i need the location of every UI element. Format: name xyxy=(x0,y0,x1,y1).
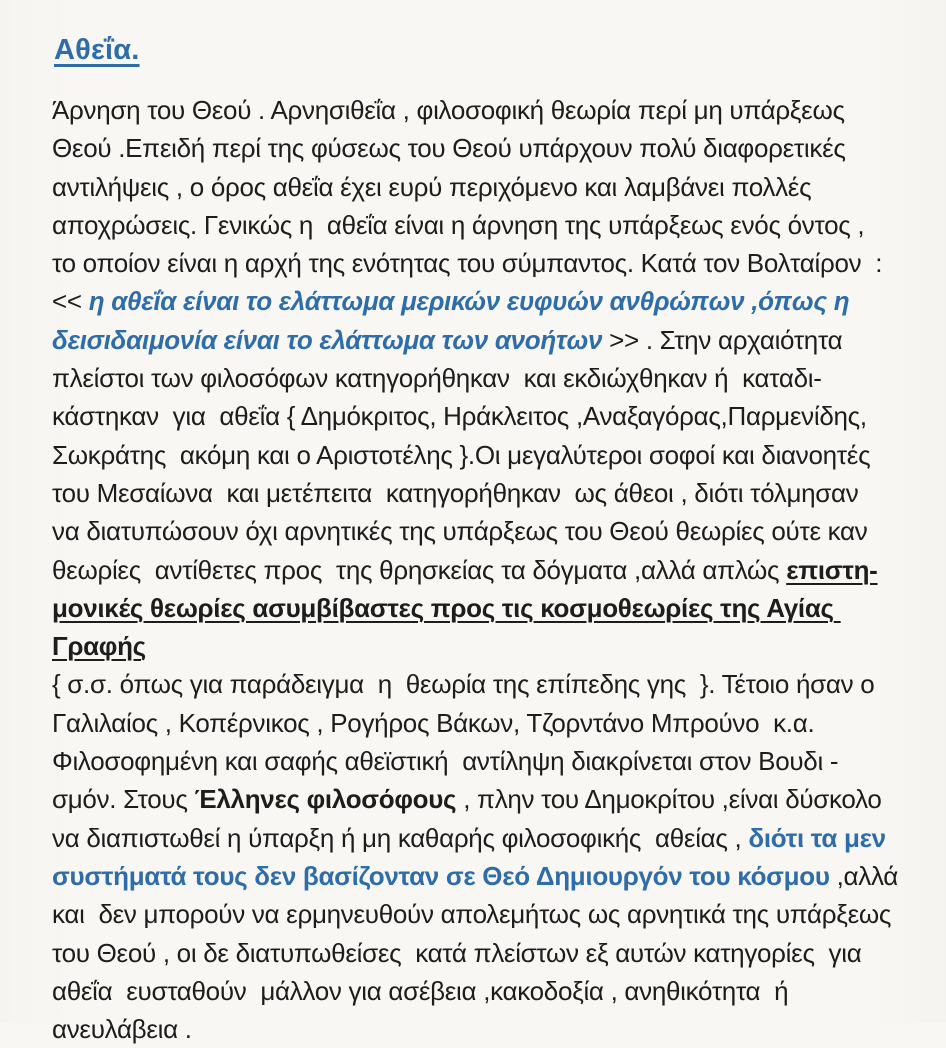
text-segment: του Μεσαίωνα και μετέπειτα κατηγορήθηκαν ως άθεοι , διότι τόλμησαν xyxy=(52,477,859,508)
text-line xyxy=(52,91,924,129)
text-line xyxy=(52,1010,924,1048)
text-line xyxy=(52,244,924,282)
text-line xyxy=(52,895,924,933)
document-title: Αθεΐα. xyxy=(54,34,140,66)
text-line xyxy=(52,359,924,397)
text-segment: Θεού .Επειδή περί της φύσεως του Θεού υπάρχουν πολύ διαφορετικές xyxy=(52,133,846,164)
text-line xyxy=(52,857,924,895)
text-segment: του Θεού , οι δε διατυπωθείσες κατά πλείστων εξ αυτών κατηγορίες για xyxy=(52,937,862,968)
text-segment: το οποίον είναι η αρχή της ενότητας του σύμπαντος. Κατά τον Βολταίρον : xyxy=(52,248,883,279)
text-segment: και δεν μπορούν να ερμηνευθούν απολεμήτως ως αρνητικά της υπάρξεως xyxy=(52,899,892,930)
text-segment: πλείστοι των φιλοσόφων κατηγορήθηκαν και εκδιώχθηκαν ή καταδι- xyxy=(52,363,822,394)
text-line xyxy=(52,436,924,474)
text-line xyxy=(52,282,924,320)
text-line xyxy=(52,474,924,512)
text-line xyxy=(52,168,924,206)
text-segment: Σωκράτης ακόμη και ο Αριστοτέλης }.Οι μεγαλύτεροι σοφοί και διανοητές xyxy=(52,439,871,470)
text-segment: Έλληνες φιλοσόφους xyxy=(194,784,457,815)
text-segment: διότι τα μεν xyxy=(748,822,886,853)
text-segment: Γαλιλαίος , Κοπέρνικος , Ρογήρος Βάκων, Τζορντάνο Μπρούνο κ.α. xyxy=(52,707,815,738)
text-line xyxy=(52,972,924,1010)
text-segment: δεισιδαιμονία είναι το ελάττωμα των ανοήτων xyxy=(52,324,610,355)
text-segment: ανευλάβεια . xyxy=(52,1014,192,1045)
text-line xyxy=(52,589,924,666)
text-segment: >> . Στην αρχαιότητα xyxy=(609,324,843,355)
text-segment: η αθεΐα είναι το ελάττωμα μερικών ευφυών ανθρώπων ,όπως η xyxy=(88,286,850,317)
text-segment: Φιλοσοφημένη και σαφής αθεϊστική αντίληψη διακρίνεται στον Βουδι - xyxy=(52,746,839,777)
text-line xyxy=(52,512,924,550)
text-segment: αθεΐα ευσταθούν μάλλον για ασέβεια ,κακοδοξία , ανηθικότητα ή xyxy=(52,975,789,1006)
text-segment: { σ.σ. όπως για παράδειγμα η θεωρία της επίπεδης γης }. Τέτοιο ήσαν ο xyxy=(52,669,875,700)
text-segment: να διατυπώσουν όχι αρνητικές της υπάρξεως του Θεού θεωρίες ούτε καν xyxy=(52,516,868,547)
text-line xyxy=(52,321,924,359)
text-segment: θεωρίες αντίθετες προς της θρησκείας τα δόγματα ,αλλά απλώς xyxy=(52,554,787,585)
text-segment: επιστη- xyxy=(786,554,878,585)
text-line xyxy=(52,397,924,435)
text-line xyxy=(52,819,924,857)
text-segment: μονικές θεωρίες ασυμβίβαστες προς τις κοσμοθεωρίες της Αγίας Γραφής xyxy=(52,592,841,662)
text-segment: αντιλήψεις , ο όρος αθεΐα έχει ευρύ περιχόμενο και λαμβάνει πολλές xyxy=(52,171,812,202)
text-line xyxy=(52,742,924,780)
text-segment: << xyxy=(52,286,89,317)
text-line xyxy=(52,934,924,972)
text-segment: ,αλλά xyxy=(829,860,899,891)
text-line xyxy=(52,129,924,167)
text-line xyxy=(52,780,924,818)
text-segment: , πλην του Δημοκρίτου ,είναι δύσκολο xyxy=(456,784,882,815)
text-line xyxy=(52,206,924,244)
text-segment: αποχρώσεις. Γενικώς η αθεΐα είναι η άρνηση της υπάρξεως ενός όντος , xyxy=(52,209,865,240)
document-body xyxy=(52,91,924,1048)
text-segment: Άρνηση του Θεού . Αρνησιθεΐα , φιλοσοφική θεωρία περί μη υπάρξεως xyxy=(52,95,845,125)
text-segment: κάστηκαν για αθεΐα { Δημόκριτος, Ηράκλειτος ,Αναξαγόρας,Παρμενίδης, xyxy=(52,401,867,432)
text-segment: σμόν. Στους xyxy=(52,784,195,815)
text-line xyxy=(52,704,924,742)
text-segment: να διαπιστωθεί η ύπαρξη ή μη καθαρής φιλοσοφικής αθείας , xyxy=(52,822,749,853)
text-line xyxy=(52,665,924,703)
text-line xyxy=(52,551,924,589)
text-segment: συστήματά τους δεν βασίζονταν σε Θεό Δημιουργόν του κόσμου xyxy=(52,860,830,891)
